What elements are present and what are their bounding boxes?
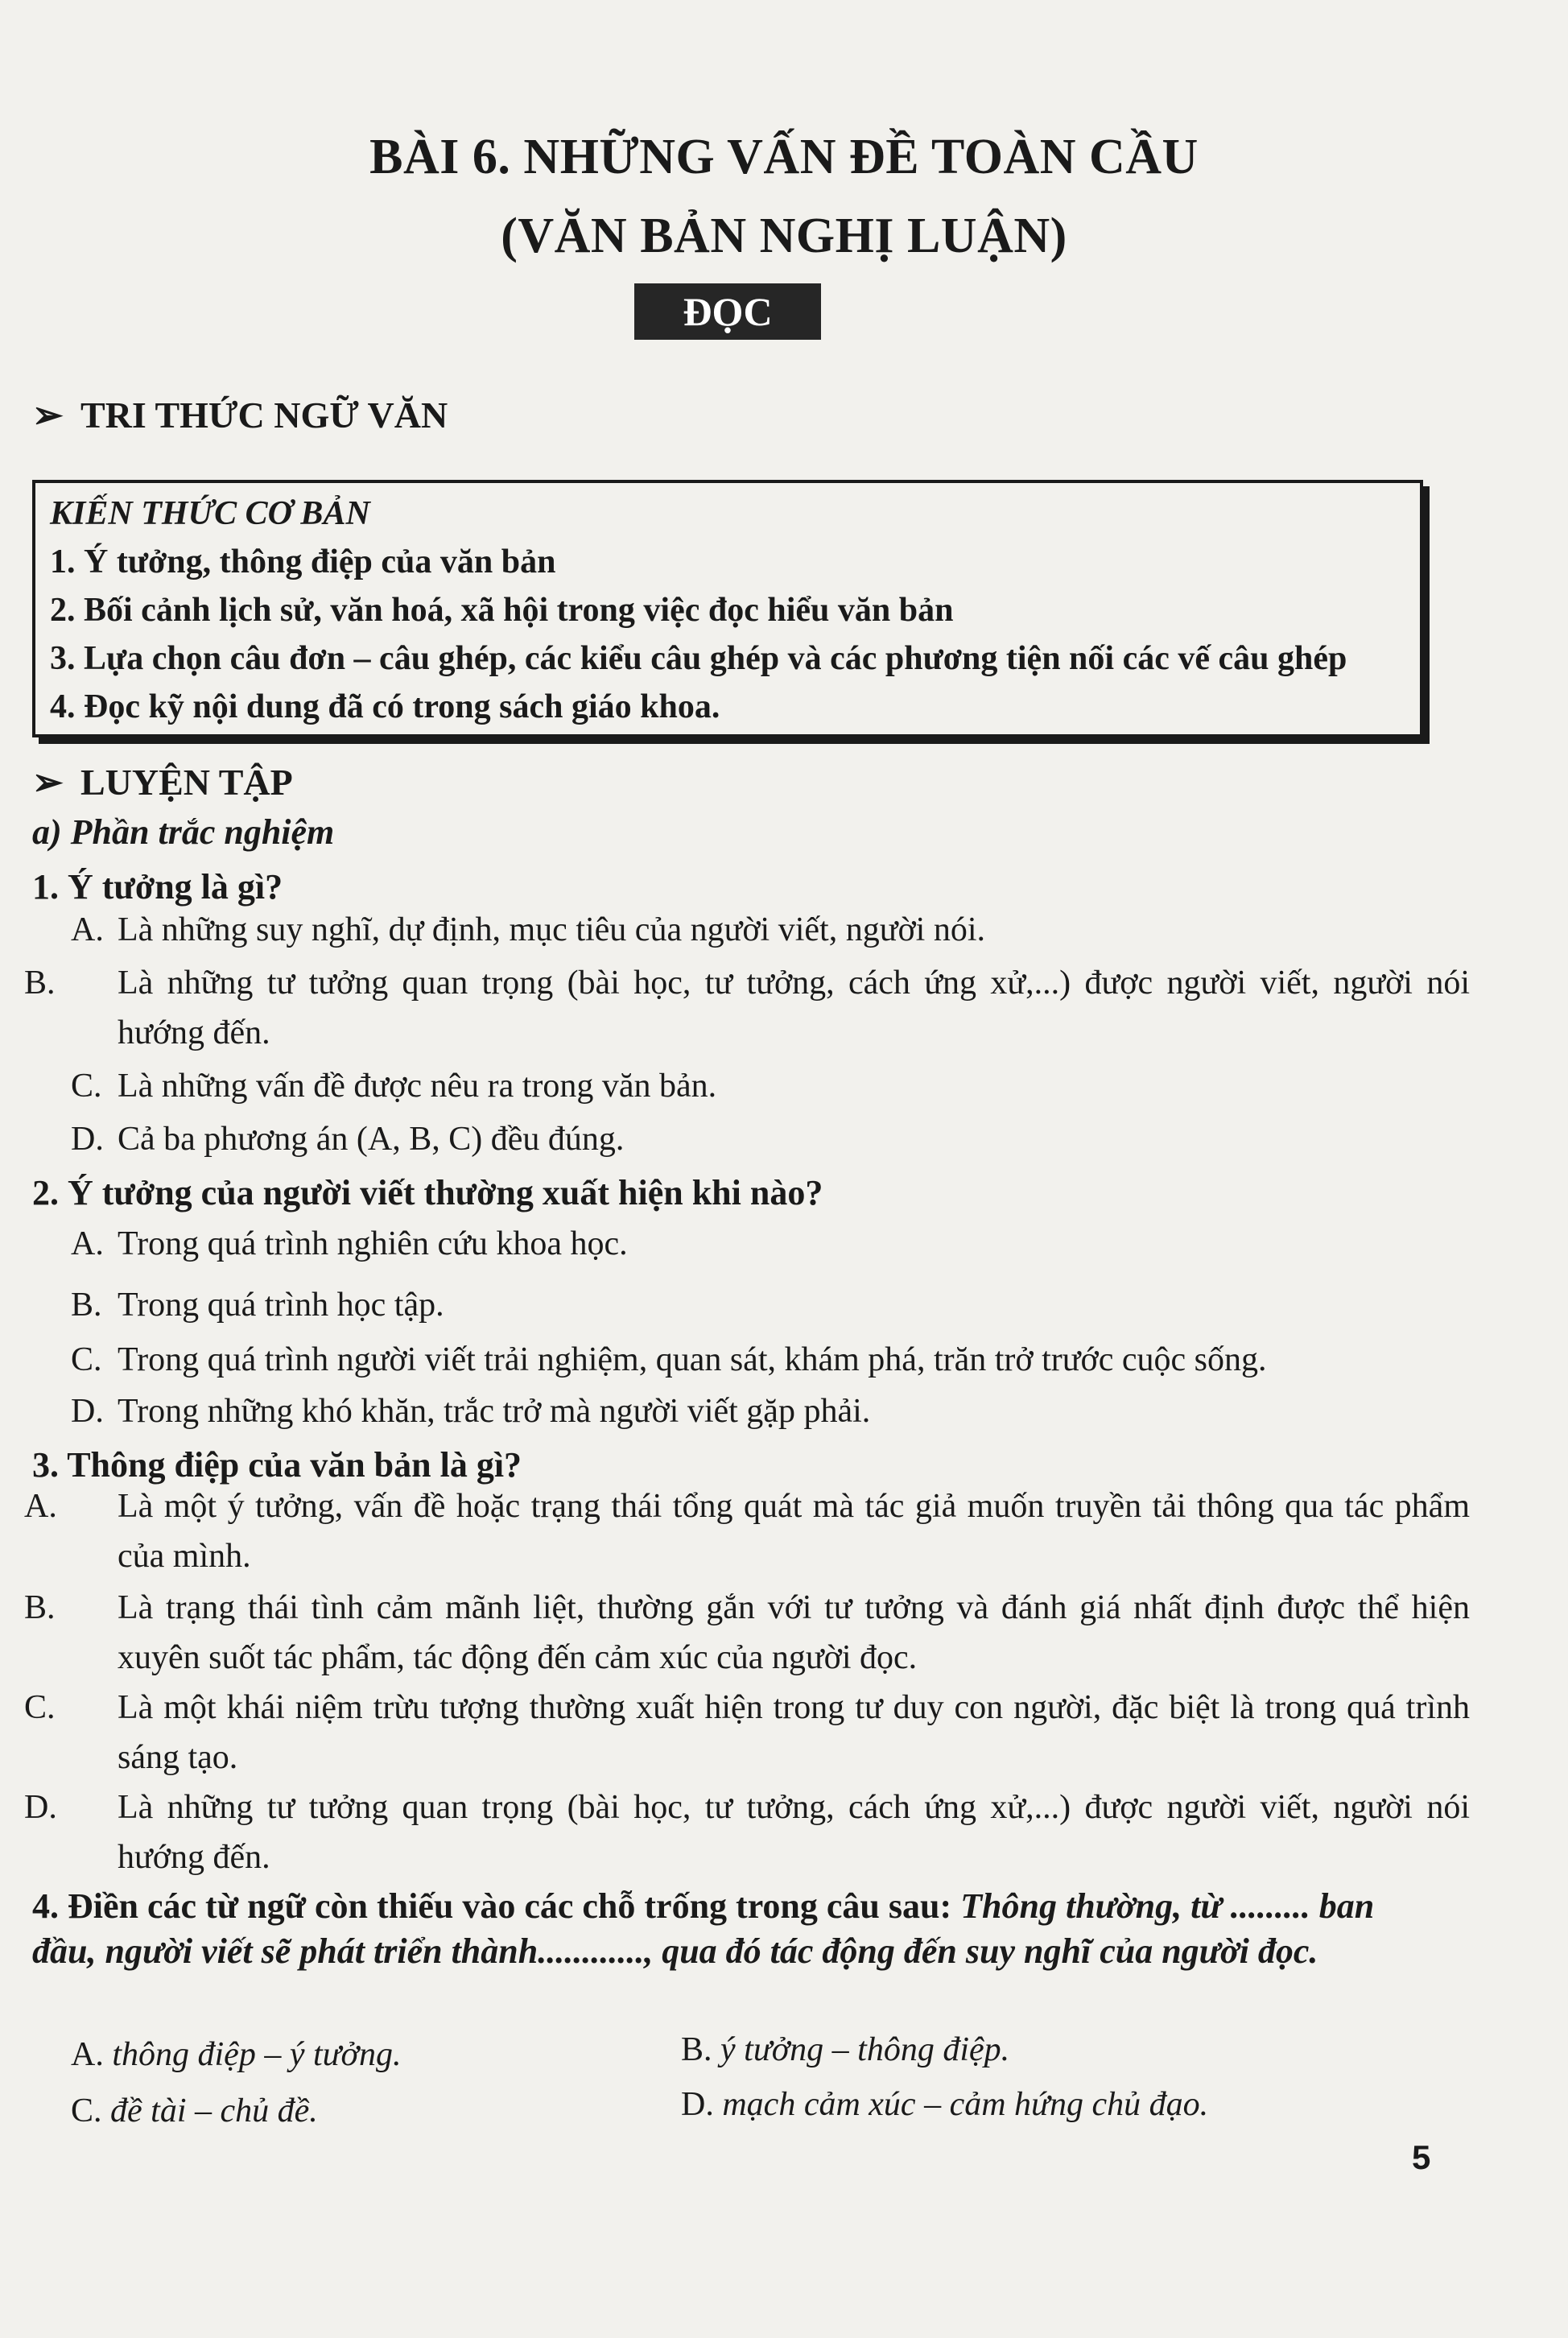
option-1c: C. Là những vấn đề được nêu ra trong văn bản. [71,1068,717,1105]
option-1d: D. Cả ba phương án (A, B, C) đều đúng. [71,1121,625,1158]
part-heading: a) Phần trắc nghiệm [32,812,335,852]
arrow-bullet-icon: ➢ [32,394,64,436]
option-1a: A. Là những suy nghĩ, dự định, mục tiêu của người viết, người nói. [71,911,986,948]
knowledge-item: 1. Ý tưởng, thông điệp của văn bản [50,543,556,580]
question-2: 2. Ý tưởng của người viết thường xuất hiện khi nào? [32,1173,823,1212]
arrow-bullet-icon: ➢ [32,762,64,803]
reading-badge: ĐỌC [634,283,821,340]
knowledge-item: 2. Bối cảnh lịch sử, văn hoá, xã hội trong việc đọc hiểu văn bản [50,592,954,629]
question-3: 3. Thông điệp của văn bản là gì? [32,1445,522,1485]
lesson-subtitle: (VĂN BẢN NGHỊ LUẬN) [501,209,1067,263]
option-4d: D. mạch cảm xúc – cảm hứng chủ đạo. [681,2086,1209,2123]
knowledge-item: 4. Đọc kỹ nội dung đã có trong sách giáo khoa. [50,688,720,725]
option-2d: D. Trong những khó khăn, trắc trở mà người viết gặp phải. [71,1393,871,1430]
option-2a: A. Trong quá trình nghiên cứu khoa học. [71,1225,628,1262]
option-4b: B. ý tưởng – thông điệp. [681,2031,1010,2068]
option-3a: A. Là một ý tưởng, vấn đề hoặc trạng thái tổng quát mà tác giả muốn truyền tải thông qua tác phẩm của mình. [24,1488,1470,1575]
box-heading: KIẾN THỨC CƠ BẢN [50,495,370,532]
knowledge-box [32,480,1423,737]
section-heading: LUYỆN TẬP [80,762,293,803]
page-number: 5 [1412,2138,1431,2176]
option-3d: D. Là những tư tưởng quan trọng (bài học, tư tưởng, cách ứng xử,...) được người viết, người nói hướng đến. [24,1789,1470,1876]
section-heading: TRI THỨC NGỮ VĂN [80,394,448,436]
option-2b: B. Trong quá trình học tập. [71,1287,444,1324]
option-2c: C. Trong quá trình người viết trải nghiệm, quan sát, khám phá, trăn trở trước cuộc sống. [71,1341,1267,1378]
option-4c: C. đề tài – chủ đề. [71,2092,318,2129]
option-1b: B. Là những tư tưởng quan trọng (bài học, tư tưởng, cách ứng xử,...) được người viết, người nói hướng đến. [24,965,1470,1051]
option-4a: A. thông điệp – ý tưởng. [71,2036,402,2073]
option-3b: B. Là trạng thái tình cảm mãnh liệt, thường gắn với tư tưởng và đánh giá nhất định được thể hiện xuyên suốt tác phẩm, tác động đến cảm xúc của người đọc. [24,1589,1470,1676]
question-1: 1. Ý tưởng là gì? [32,867,283,907]
section-tri-thuc [32,393,448,436]
section-luyen-tap [32,760,293,803]
lesson-title: BÀI 6. NHỮNG VẤN ĐỀ TOÀN CẦU [369,130,1199,184]
question-4: 4. Điền các từ ngữ còn thiếu vào các chỗ trống trong câu sau: Thông thường, từ ......... ban đầu, người viết sẽ phát triển thành............, qua đó tác động đến suy nghĩ của người đọc. [32,1886,1375,1971]
option-3c: C. Là một khái niệm trừu tượng thường xuất hiện trong tư duy con người, đặc biệt là trong quá trình sáng tạo. [24,1689,1470,1776]
knowledge-item: 3. Lựa chọn câu đơn – câu ghép, các kiểu câu ghép và các phương tiện nối các vế câu ghép [50,640,1347,677]
